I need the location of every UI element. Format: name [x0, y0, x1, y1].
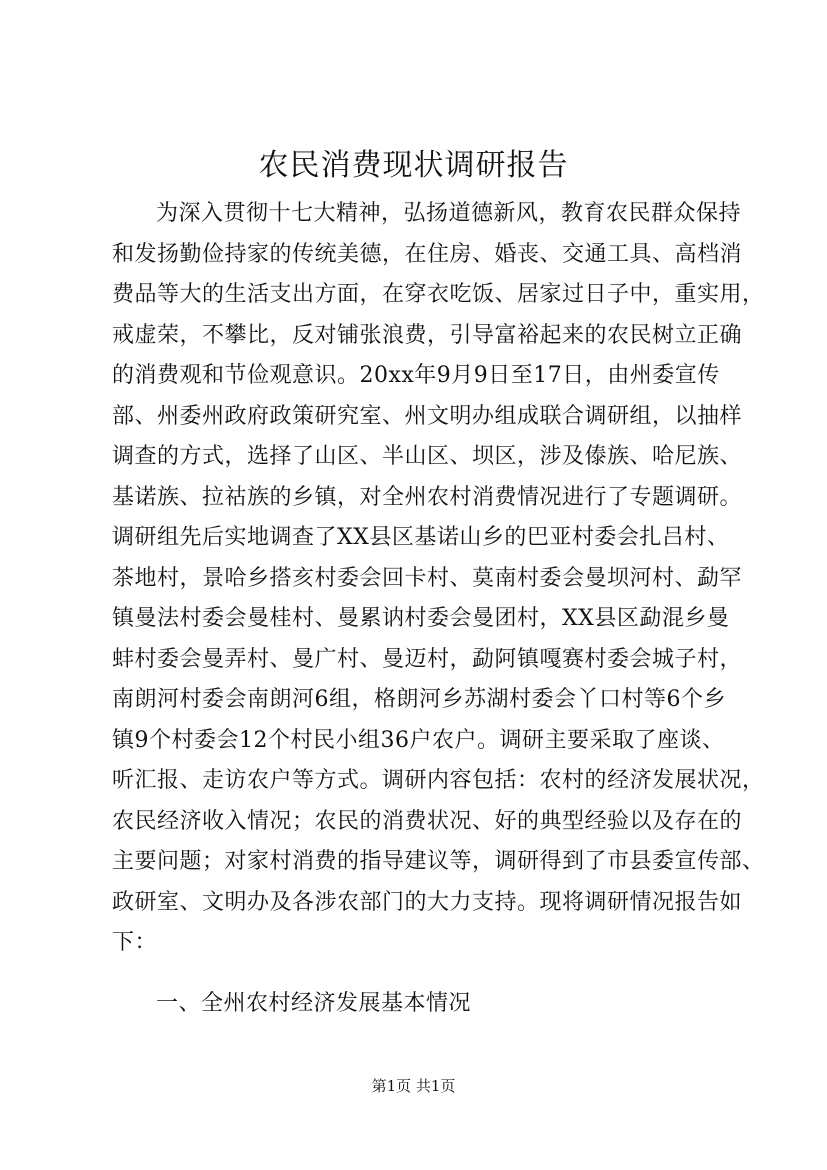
paragraph-line: 政研室、文明办及各涉农部门的大力支持。现将调研情况报告如 — [112, 889, 743, 915]
paragraph-line: 基诺族、拉祜族的乡镇，对全州农村消费情况进行了专题调研。 — [112, 484, 743, 510]
paragraph-line: 和发扬勤俭持家的传统美德，在住房、婚丧、交通工具、高档消 — [112, 241, 743, 267]
paragraph-line: 调查的方式，选择了山区、半山区、坝区，涉及傣族、哈尼族、 — [112, 444, 743, 469]
paragraph-line: 主要问题；对家村消费的指导建议等，调研得到了市县委宣传部、 — [112, 849, 765, 874]
paragraph-line: 茶地村，景哈乡搭亥村委会回卡村、莫南村委会曼坝河村、勐罕 — [112, 565, 743, 591]
paragraph-line: 下： — [112, 930, 158, 955]
paragraph-line: 镇曼法村委会曼桂村、曼累讷村委会曼团村，XX县区勐混乡曼 — [112, 606, 730, 631]
page-footer: 第1页 共1页 — [371, 1077, 456, 1095]
paragraph-line: 部、州委州政府政策研究室、州文明办组成联合调研组，以抽样 — [112, 403, 743, 429]
paragraph-line: 费品等大的生活支出方面，在穿衣吃饭、居家过日子中，重实用， — [112, 282, 765, 307]
paragraph-line: 为深入贯彻十七大精神，弘扬道德新风，教育农民群众保持 — [156, 201, 742, 226]
paragraph-line: 调研组先后实地调查了XX县区基诺山乡的巴亚村委会扎吕村、 — [112, 525, 730, 550]
paragraph-line: 南朗河村委会南朗河6组，格朗河乡苏湖村委会丫口村等6个乡 — [112, 687, 726, 712]
intro-paragraph — [112, 194, 765, 964]
paragraph-line: 农民经济收入情况；农民的消费状况、好的典型经验以及存在的 — [112, 808, 743, 834]
paragraph-line: 的消费观和节俭观意识。20xx年9月9日至17日，由州委宣传 — [112, 363, 720, 388]
paragraph-line: 蚌村委会曼弄村、曼广村、曼迈村，勐阿镇嘎赛村委会城子村， — [112, 646, 743, 672]
paragraph-line: 镇9个村委会12个村民小组36户农户。调研主要采取了座谈、 — [112, 727, 725, 753]
paragraph-line: 听汇报、走访农户等方式。调研内容包括：农村的经济发展状况， — [112, 768, 765, 793]
document-title: 农民消费现状调研报告 — [258, 148, 569, 183]
paragraph-line: 戒虚荣，不攀比，反对铺张浪费，引导富裕起来的农民树立正确 — [112, 322, 743, 348]
section-heading: 一、全州农村经济发展基本情况 — [156, 991, 472, 1016]
